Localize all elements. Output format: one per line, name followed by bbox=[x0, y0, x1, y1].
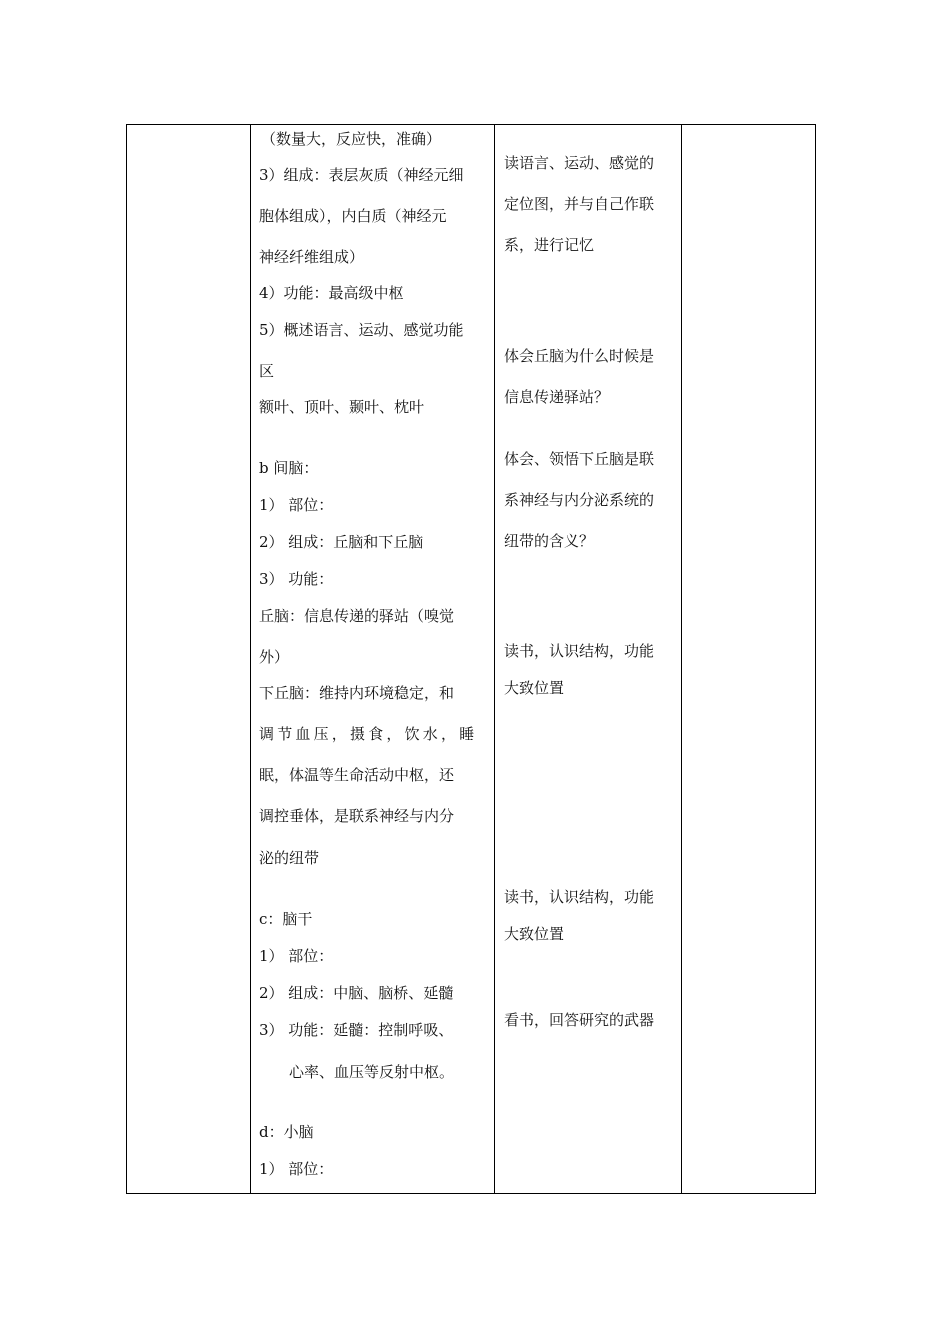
content-line: 1） 部位： bbox=[259, 947, 334, 965]
content-line: 调节血压，摄食，饮水，睡 bbox=[259, 725, 478, 743]
content-line: 心率、血压等反射中枢。 bbox=[289, 1063, 455, 1081]
activity-line: 大致位置 bbox=[504, 925, 565, 943]
content-line: 胞体组成），内白质（神经元 bbox=[259, 207, 447, 225]
table-row bbox=[127, 125, 816, 1194]
activity-line: 纽带的含义？ bbox=[504, 532, 595, 550]
content-line: 眠，体温等生命活动中枢，还 bbox=[259, 766, 455, 784]
content-line: 额叶、顶叶、颞叶、枕叶 bbox=[259, 398, 425, 416]
content-line: 4）功能：最高级中枢 bbox=[259, 284, 404, 302]
content-line: 3） 功能： bbox=[259, 570, 334, 588]
content-line: （数量大，反应快，准确） bbox=[261, 130, 442, 148]
activity-line: 信息传递驿站？ bbox=[504, 388, 610, 406]
activity-line: 系，进行记忆 bbox=[504, 236, 595, 254]
lesson-table bbox=[126, 124, 816, 1194]
column-1-cell bbox=[127, 125, 251, 1194]
content-line: 调控垂体，是联系神经与内分 bbox=[259, 807, 455, 825]
content-line: 泌的纽带 bbox=[259, 849, 320, 867]
activity-line: 读语言、运动、感觉的 bbox=[504, 154, 655, 172]
content-line: 5）概述语言、运动、感觉功能 bbox=[259, 321, 464, 339]
activity-line: 读书，认识结构，功能 bbox=[504, 888, 655, 906]
activity-line: 体会、领悟下丘脑是联 bbox=[504, 450, 655, 468]
content-line: 区 bbox=[259, 362, 275, 380]
content-cell bbox=[251, 125, 495, 1194]
content-line: 丘脑：信息传递的驿站（嗅觉 bbox=[259, 607, 455, 625]
content-line: 神经纤维组成） bbox=[259, 248, 365, 266]
content-line: 下丘脑：维持内环境稳定，和 bbox=[259, 684, 455, 702]
content-line: c：脑干 bbox=[259, 910, 313, 928]
activity-line: 读书，认识结构，功能 bbox=[504, 642, 655, 660]
content-line: 3）组成：表层灰质（神经元细 bbox=[259, 166, 464, 184]
content-line: 1） 部位： bbox=[259, 496, 334, 514]
content-line: 3） 功能：延髓：控制呼吸、 bbox=[259, 1021, 454, 1039]
content-line: 1） 部位： bbox=[259, 1160, 334, 1178]
content-line: 2） 组成：中脑、脑桥、延髓 bbox=[259, 984, 454, 1002]
activity-cell bbox=[495, 125, 682, 1194]
activity-line: 体会丘脑为什么时候是 bbox=[504, 347, 655, 365]
content-line: b 间脑： bbox=[259, 459, 319, 477]
content-line: 2） 组成：丘脑和下丘脑 bbox=[259, 533, 424, 551]
activity-line: 定位图，并与自己作联 bbox=[504, 195, 655, 213]
column-4-cell bbox=[682, 125, 816, 1194]
content-line: 外） bbox=[259, 648, 290, 666]
activity-line: 看书，回答研究的武器 bbox=[504, 1011, 655, 1029]
activity-line: 大致位置 bbox=[504, 679, 565, 697]
activity-line: 系神经与内分泌系统的 bbox=[504, 491, 655, 509]
content-line: d：小脑 bbox=[259, 1123, 314, 1141]
